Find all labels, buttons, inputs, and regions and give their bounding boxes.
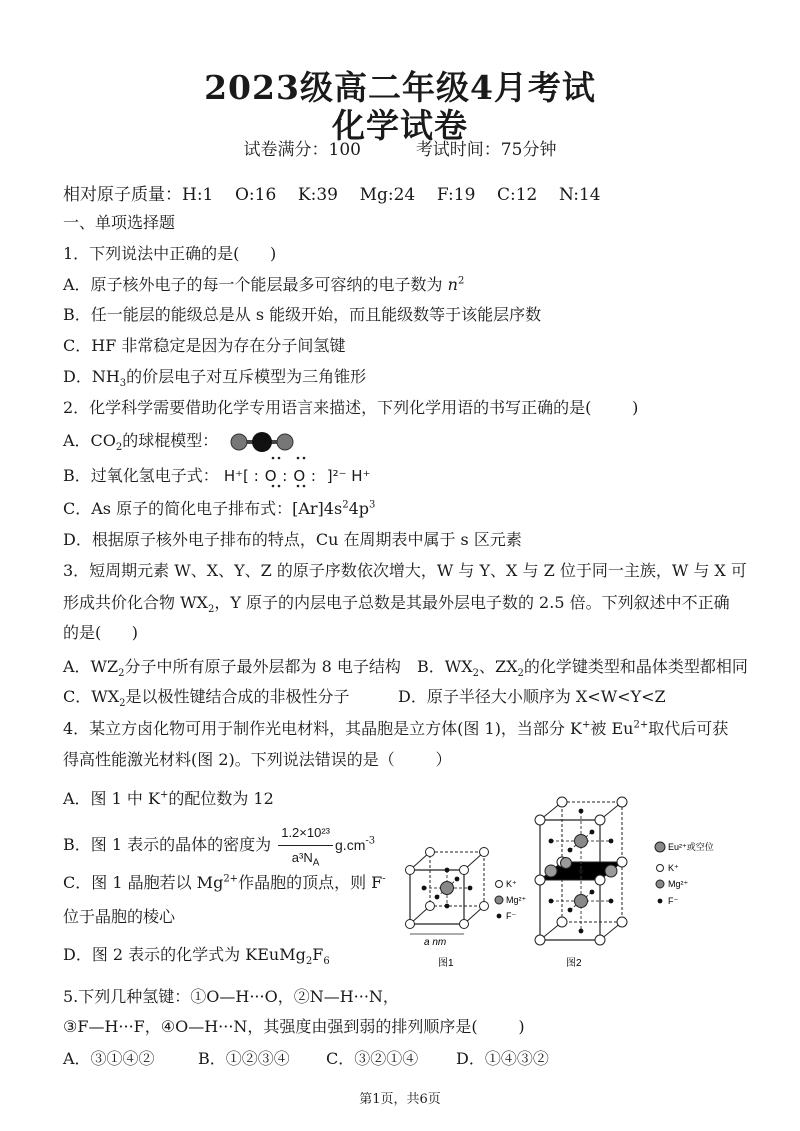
crystal-cell-figures (400, 790, 770, 975)
section-title: 一、单项选择题 (63, 213, 176, 232)
q4-option-c-line2: 位于晶胞的棱心 (63, 907, 176, 926)
q4-option-a: A．图 1 中 K+的配位数为 12 (63, 789, 274, 808)
fig2-legend-mg: Mg²⁺ (668, 879, 689, 889)
exam-title-line1: 2023级高二年级4月考试 (204, 68, 596, 107)
q1-option-a: A．原子核外电子的每一个能层最多可容纳的电子数为 $n^2$ (63, 275, 465, 294)
co2-ball-stick-model (227, 431, 297, 453)
fig1-legend-k: K⁺ (506, 879, 517, 889)
density-fraction: $\frac{\text{1.2×10²³}}{a^3N_A}$ (278, 822, 333, 869)
q3-option-b: B．$WX_2$、$ZX_2$的化学键类型和晶体类型都相同 (417, 657, 748, 680)
q4-option-c-line1: C．图 1 晶胞若以 $Mg^{2+}$作晶胞的顶点，则 F- (63, 873, 386, 892)
q2-option-d: D．根据原子核外电子排布的特点，Cu 在周期表中属于 s 区元素 (63, 530, 522, 549)
q2-stem: 2．化学科学需要借助化学专用语言来描述，下列化学用语的书写正确的是( ) (63, 398, 639, 417)
q1-stem: 1．下列说法中正确的是( ) (63, 244, 277, 263)
atomic-masses: 相对原子质量：H:1 O:16 K:39 Mg:24 F:19 C:12 N:14 (63, 185, 601, 205)
q5-stem-2: ③F—H···F，④O—H···N，其强度由强到弱的排列顺序是( ) (63, 1017, 525, 1036)
full-score: 试卷满分：100 (243, 140, 361, 160)
q3-stem-1: 3．短周期元素 W、X、Y、Z 的原子序数依次增大，W 与 Y、X 与 Z 位于同一主族，W 与 X 可 (63, 561, 747, 580)
fig1-axis-label: a nm (424, 937, 447, 948)
q2-option-c: C．As 原子的简化电子排布式：$[Ar]4s^24p^3$ (63, 499, 376, 518)
fig2-caption: 图2 (566, 958, 582, 969)
lone-pair-dots (254, 455, 334, 489)
exam-title-line2: 化学试卷 (332, 106, 468, 145)
q3-option-d: D．原子半径大小顺序为 X<W<Y<Z (398, 687, 666, 706)
q3-stem-2: 形成共价化合物 $WX_2$，Y 原子的内层电子总数是其最外层电子数的 2.5 倍。下列叙述中不正确 (63, 593, 730, 616)
exam-meta (0, 135, 800, 160)
q3-option-a: A．$WZ_2$分子中所有原子最外层都为 8 电子结构 (63, 657, 401, 680)
q2-option-b: B．过氧化氢电子式： H⁺[ :O:O: ]²⁻ H⁺ (63, 465, 370, 487)
h2o2-electron-formula: H⁺[ :O:O: ]²⁻ H⁺ (224, 465, 371, 487)
fig2-legend-eu: Eu²⁺或空位 (668, 842, 714, 852)
fig2-legend-f: F⁻ (668, 896, 679, 906)
fig2-legend-k: K⁺ (668, 863, 679, 873)
q5-stem-1: 5.下列几种氢键：①O—H···O，②N—H···N， (63, 987, 399, 1006)
figure-1-unit-cell (406, 848, 527, 970)
exam-time: 考试时间：75分钟 (415, 140, 557, 160)
q5-option-c: C．③②①④ (326, 1049, 419, 1068)
q5-option-a: A．③①④② (63, 1049, 155, 1068)
q5-option-b: B．①②③④ (198, 1049, 290, 1068)
fig1-legend-mg: Mg²⁺ (506, 895, 527, 905)
q4-stem-2: 得高性能激光材料(图 2)。下列说法错误的是（ ） (63, 750, 452, 769)
q2-option-a: A．$CO_2$的球棍模型： (63, 430, 297, 453)
q3-stem-3: 的是( ) (63, 623, 139, 642)
q3-option-c: C．$WX_2$是以极性键结合成的非极性分子 (63, 687, 350, 710)
q1-option-c: C．HF 非常稳定是因为存在分子间氢键 (63, 336, 346, 355)
q4-stem-1: 4．某立方卤化物可用于制作光电材料，其晶胞是立方体(图 1)，当部分 K+被 $Eu^{2+}$取代后可获 (63, 719, 729, 738)
fig1-caption: 图1 (438, 958, 454, 969)
q1-option-d: D．$NH_3$的价层电子对互斥模型为三角锥形 (63, 367, 367, 390)
q1-option-b: B．任一能层的能级总是从 s 能级开始，而且能级数等于该能层序数 (63, 305, 542, 324)
q4-option-b: B．图 1 表示的晶体的密度为 $\frac{\text{1.2×10²³}}{a^3N_A}$ $g.cm^{-3}$ (63, 822, 375, 869)
q4-option-d: D．图 2 表示的化学式为 $KEuMg_2F_6$ (63, 945, 330, 968)
page-footer: 第1页，共6页 (359, 1092, 441, 1107)
fig1-legend-f: F⁻ (506, 911, 517, 921)
q3-options-ab (63, 656, 748, 678)
figure-2-unit-cell (535, 797, 714, 969)
q5-option-d: D．①④③② (456, 1049, 549, 1068)
